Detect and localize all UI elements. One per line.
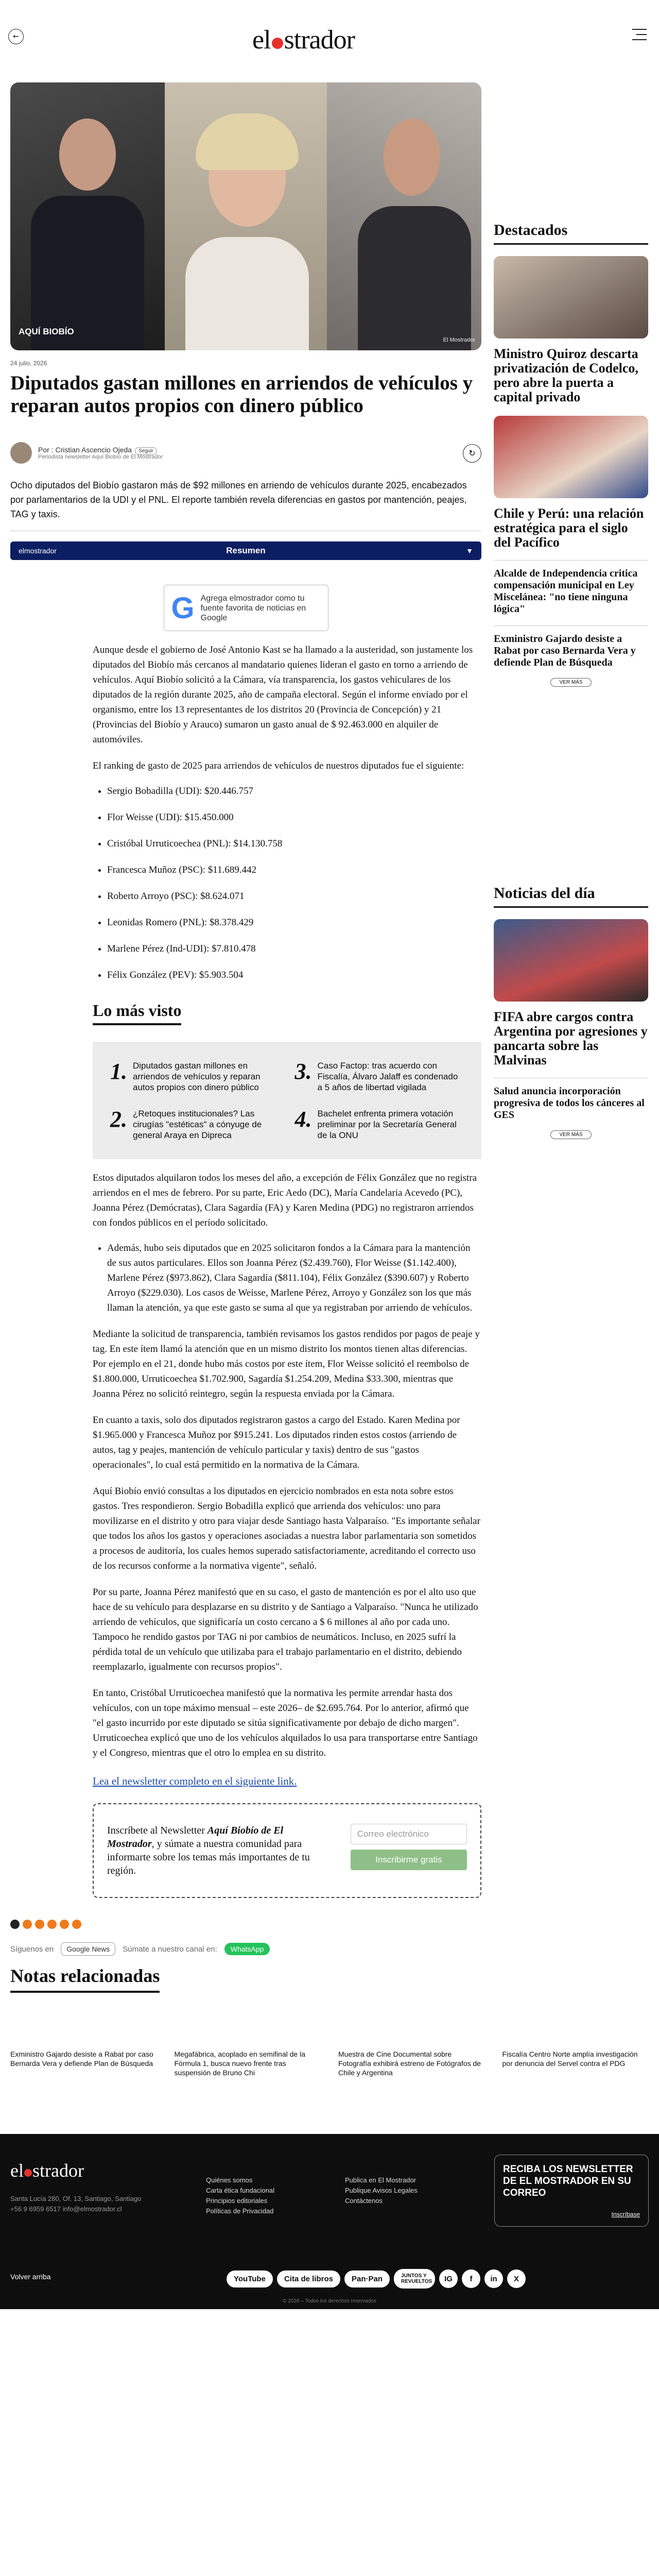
google-icon: G [171, 591, 195, 625]
author-name[interactable]: Por : Cristian Ascencio Ojeda Seguir [38, 446, 163, 454]
list-item: • Leonidas Romero (PNL): $8.378.429 [107, 915, 481, 930]
list-item: • Francesca Muñoz (PSC): $11.689.442 [107, 862, 481, 877]
hero-credit: El Mostrador [443, 337, 475, 343]
article-date: 24 julio, 2026 [10, 360, 47, 367]
sidebar-news-heading: Noticias del día [494, 885, 648, 908]
related-section [0, 1956, 659, 2134]
sidebar-headline[interactable]: Exministro Gajardo desiste a Rabat por caso Bernarda Vera y defiende Plan de Búsqueda [494, 625, 648, 669]
share-whatsapp-icon[interactable] [47, 1920, 57, 1929]
logo-left: el [252, 25, 271, 55]
footer-link[interactable]: Políticas de Privacidad [206, 2207, 274, 2215]
sidebar-headline[interactable]: Ministro Quiroz descarta privatización de Codelco, pero abre la puerta a capital privado [494, 346, 638, 404]
list-item: • Marlene Pérez (Ind-UDI): $7.810.478 [107, 941, 481, 956]
google-news-button[interactable]: Google News [61, 1942, 115, 1956]
paragraph-2: El ranking de gasto de 2025 para arriendos de vehículos de nuestros diputados fue el siguiente: [93, 760, 464, 771]
paragraph-8: En tanto, Cristóbal Urruticoechea manifestó que la normativa les permite arrendar hasta dos vehículos, con un tope máximo mensual – este 2026– de $2.695.764. Por lo anterior, afirmó que "el gasto incurrido por este diputado se sitúa significativamente por debajo de dicho margen". Urruticoechea explicó que uno de los vehículos alquilados lo usa para transportarse entre Santiago y el Congreso, mientras que el otro lo emplea en su distrito. [93, 1688, 478, 1758]
logo-right: strador [284, 25, 355, 55]
back-to-top[interactable]: Volver arriba [10, 2273, 51, 2281]
join-label: Súmate a nuestro canal en: [123, 1944, 217, 1954]
share-email-icon[interactable] [72, 1920, 81, 1929]
paragraph-6: Aquí Biobío envió consultas a los diputados en ejercicio nombrados en esta nota sobre estos gastos. Tres respondieron. Sergio Bobadilla explicó que arrienda dos vehículos: uno para movilizarse en el distrito y otro para viajar desde Santiago hasta Valparaíso. "Es importante señalar que todos los años los gastos y operaciones asociadas a nuestra labor parlamentaria son sometidos a procesos de auditoría, los cuales hemos superado satisfactoriamente, acreditando el correcto uso de los recursos conforme a la normativa vigente", señaló. [93, 1486, 480, 1571]
sidebar-headline[interactable]: Chile y Perú: una relación estratégica para el siglo del Pacífico [494, 506, 644, 550]
see-more-button[interactable]: VER MÁS [550, 678, 592, 687]
subscribe-button[interactable]: Inscribirme gratis [351, 1850, 467, 1870]
share-x-icon[interactable] [35, 1920, 44, 1929]
sidebar-image[interactable] [494, 416, 648, 498]
footer-link[interactable]: Carta ética fundacional [206, 2187, 274, 2194]
most-viewed-box [93, 1042, 481, 1159]
juntos-y-revueltos-button[interactable]: JUNTOS Y REVUELTOS [394, 2269, 435, 2289]
facebook-icon[interactable]: f [462, 2269, 480, 2288]
related-item[interactable]: Exministro Gajardo desiste a Rabat por caso Bernarda Vera y defiende Plan de Búsqueda [10, 2050, 153, 2067]
see-more-button[interactable]: VER MÁS [550, 1130, 592, 1139]
related-heading: Notas relacionadas [10, 1965, 160, 1993]
follow-row [10, 1942, 481, 1956]
site-logo[interactable] [252, 25, 355, 55]
sidebar-headline[interactable]: FIFA abre cargos contra Argentina por agresiones y pancarta sobre las Malvinas [494, 1009, 648, 1067]
resumen-brand: elmostrador [19, 547, 57, 555]
site-header [0, 0, 659, 82]
list-item: • Cristóbal Urruticoechea (PNL): $14.130.758 [107, 836, 481, 851]
related-item[interactable]: Megafábrica, acoplado en semifinal de la Fórmula 1, busca nuevo frente tras suspensión de Bruno Chi [174, 2050, 305, 2077]
share-icon[interactable]: ↻ [463, 444, 481, 463]
cita-de-libros-button[interactable]: Cita de libros [277, 2270, 340, 2287]
list-item: • Flor Weisse (UDI): $15.450.000 [107, 810, 481, 825]
share-linkedin-icon[interactable] [60, 1920, 69, 1929]
main-column [10, 82, 481, 1956]
x-icon[interactable]: X [507, 2269, 526, 2288]
footer-subscribe-link[interactable]: Inscríbase [611, 2211, 640, 2218]
chevron-down-icon: ▼ [466, 547, 473, 555]
back-icon[interactable]: ← [8, 29, 24, 44]
google-preferred-text: Agrega elmostrador como tu fuente favorita de noticias en Google [200, 594, 306, 622]
newsletter-link[interactable]: Lea el newsletter completo en el siguiente link. [93, 1775, 297, 1787]
resumen-label: Resumen [226, 546, 266, 555]
sidebar-headline[interactable]: Salud anuncia incorporación progresiva de todos los cánceres al GES [494, 1078, 648, 1121]
most-viewed-heading: Lo más visto [93, 1001, 181, 1025]
sidebar-image[interactable] [494, 919, 648, 1002]
copyright: © 2026 – Todos los derechos reservados [283, 2298, 376, 2304]
footer-newsletter-heading: RECIBA LOS NEWSLETTER DE EL MOSTRADOR EN SU CORREO [503, 2164, 633, 2198]
most-viewed-item[interactable]: 1. Diputados gastan millones en arriendos de vehículos y reparan autos propios con dinero público [110, 1059, 261, 1092]
menu-icon[interactable] [632, 29, 648, 41]
hero-tag: AQUÍ BIOBÍO [19, 327, 74, 336]
hero-image [10, 82, 481, 350]
article-lead: Ocho diputados del Biobío gastaron más de $92 millones en arriendo de vehículos durante 2025, encabezados por parlamentarios de la UDI y el PNL. El reporte también revela diferencias en gastos por mantención, peajes, TAG y taxis. [10, 478, 481, 531]
newsletter-text: Inscríbete al Newsletter Aquí Biobío de El Mostrador, y súmate a nuestra comunidad para informarte sobre los temas más importantes de tu región. [107, 1825, 310, 1876]
paragraph-3: Estos diputados alquilaron todos los meses del año, a excepción de Félix González que no registra arriendos en el mes de febrero. Por su parte, Eric Aedo (DC), María Candelaria Acevedo (PC), Joanna Pérez (Demócratas), Clara Sagardía (FA) y Karen Medina (PDG) no registraron arriendos con fondos públicos en el período solicitado. [93, 1173, 477, 1228]
article-body [93, 642, 481, 1898]
sidebar-headline[interactable]: Alcalde de Independencia critica compensación municipal en Ley Miscelánea: "no tiene ninguna lógica" [494, 560, 648, 615]
pan-pan-button[interactable]: Pan·Pan [344, 2270, 390, 2287]
follow-label: Síguenos en [10, 1944, 54, 1954]
footer-link[interactable]: Publica en El Mostrador [345, 2176, 417, 2184]
author-role: Periodista newsletter Aquí Biobío de El Mostrador [38, 454, 163, 460]
sidebar [494, 82, 648, 1956]
email-field[interactable]: Correo electrónico [351, 1824, 467, 1844]
list-item: • Roberto Arroyo (PSC): $8.624.071 [107, 889, 481, 904]
list-item: • Félix González (PEV): $5.903.504 [107, 968, 481, 982]
footer-link[interactable]: Publique Avisos Legales [345, 2187, 418, 2194]
list-item: • Sergio Bobadilla (UDI): $20.446.757 [107, 784, 481, 799]
sidebar-image[interactable] [494, 256, 648, 338]
paragraph-7: Por su parte, Joanna Pérez manifestó que en su caso, el gasto de mantención es por el alto uso que hace de su vehículo para desplazarse en su distrito y de Santiago a Valparaíso. "Nunca he utilizado arriendo de vehículos, que significaría un costo cercano a $ 6 millones al año por cada uno. Tampoco he rendido gastos por TAG ni por cambios de neumáticos. Incluso, en 2025 sufrí la pérdida total de un vehículo que utilizaba para el trabajo parlamentario en el distrito, debiendo reemplazarlo, igualmente con recursos propios". [93, 1587, 478, 1672]
paragraph-1: Aunque desde el gobierno de José Antonio Kast se ha llamado a la austeridad, son justamente los diputados del Biobío más cercanos al mandatario quienes lideran el gasto en torno a arriendo de vehículos. Aquí Biobío solicitó a la Cámara, vía transparencia, los gastos vehiculares de los diputados de la región durante 2025, año de campaña electoral. Según el informe enviado por el organismo, entre los 13 representantes de los distritos 20 (Provincia de Concepción) y 21 (Provincias del Biobío y Arauco) sumaron un gasto anual de $ 92.463.000 en alquiler de automóviles. [93, 645, 473, 745]
paragraph-5: En cuanto a taxis, solo dos diputados registraron gastos a cargo del Estado. Karen Medina por $1.965.000 y Francesca Muñoz por $915.241. Los diputados rinden estos costos (arriendo de autos, tag y peajes, mantención de vehículo particular y taxis) dentro de sus "gastos operacionales", lo cual está permitido en la normativa de la Cámara. [93, 1415, 460, 1470]
sidebar-destacados-heading: Destacados [494, 222, 648, 245]
share-icons [10, 1920, 481, 1929]
newsletter-box [93, 1803, 481, 1898]
footer-address: Santa Lucía 280, Of. 13, Santiago, Santiago +56 9 6959 6517 info@elmostrador.cl [10, 2195, 142, 2213]
share-link-icon[interactable] [10, 1920, 20, 1929]
footer-logo[interactable]: el strador [10, 2160, 84, 2181]
footer-link[interactable]: Contáctenos [345, 2197, 383, 2205]
footer-link[interactable]: Quiénes somos [206, 2176, 253, 2184]
instagram-icon[interactable]: IG [439, 2269, 458, 2288]
footer-links-1 [206, 2175, 274, 2216]
author-bar [10, 442, 481, 464]
author-avatar[interactable] [10, 442, 32, 464]
ranking-list [93, 784, 481, 982]
article-title: Diputados gastan millones en arriendos de vehículos y reparan autos propios con dinero público [10, 372, 473, 417]
site-footer [0, 2134, 659, 2309]
share-facebook-icon[interactable] [23, 1920, 32, 1929]
logo-dot [272, 38, 283, 49]
footer-partners [227, 2269, 526, 2289]
bullet-maintenance: • Además, hubo seis diputados que en 2025 solicitaron fondos a la Cámara para la mantención de sus autos particulares. Ellos son Joanna Pérez ($2.439.760), Flor Weisse ($1.142.400), Marlene Pérez ($973.862), Clara Sagardía ($811.104), Félix González ($390.607) y Roberto Arroyo ($229.030). Los casos de Weisse, Marlene Pérez, Arroyo y González son los que más llaman la atención, ya que este gasto se suma al que ya registraban por arriendo de vehículos. [107, 1241, 481, 1315]
most-viewed-item[interactable]: 3. Caso Factop: tras acuerdo con Fiscalía, Álvaro Jalaff es condenado a 5 años de libertad vigilada [294, 1059, 458, 1092]
youtube-button[interactable]: YouTube [227, 2270, 273, 2287]
whatsapp-button[interactable]: WhatsApp [224, 1943, 270, 1955]
footer-newsletter [494, 2155, 649, 2227]
footer-links-2 [345, 2175, 418, 2206]
paragraph-4: Mediante la solicitud de transparencia, también revisamos los gastos rendidos por pagos de peaje y tag. En este ítem llamó la atención que en un mismo distrito los montos tienen altas diferencias. Por ejemplo en el 21, donde hubo más costos por este ítem, Flor Weisse solicitó el reembolso de $1.800.000, Urruticoechea $1.702.900, Sagardía $1.254.209, Medina $33.300, mientras que Joanna Pérez no solicitó reintegro, según la respuesta enviada por la Cámara. [93, 1329, 480, 1399]
follow-button[interactable]: Seguir [135, 447, 157, 455]
linkedin-icon[interactable]: in [484, 2269, 503, 2288]
footer-link[interactable]: Principios editoriales [206, 2197, 268, 2205]
resumen-toggle[interactable] [10, 541, 481, 560]
related-item[interactable]: Fiscalía Centro Norte amplía investigación por denuncia del Servel contra el PDG [502, 2050, 638, 2067]
most-viewed-item[interactable]: 4. Bachelet enfrenta primera votación preliminar por la Secretaría General de la ONU [294, 1107, 457, 1140]
most-viewed-item[interactable]: 2. ¿Retoques institucionales? Las cirugías "estéticas" a cónyuge de general Araya en Dipreca [110, 1107, 262, 1140]
google-preferred-source-button[interactable] [164, 585, 328, 631]
related-item[interactable]: Muestra de Cine Documental sobre Fotografía exhibirá estreno de Fotógrafos de Chile y Argentina [338, 2050, 481, 2077]
